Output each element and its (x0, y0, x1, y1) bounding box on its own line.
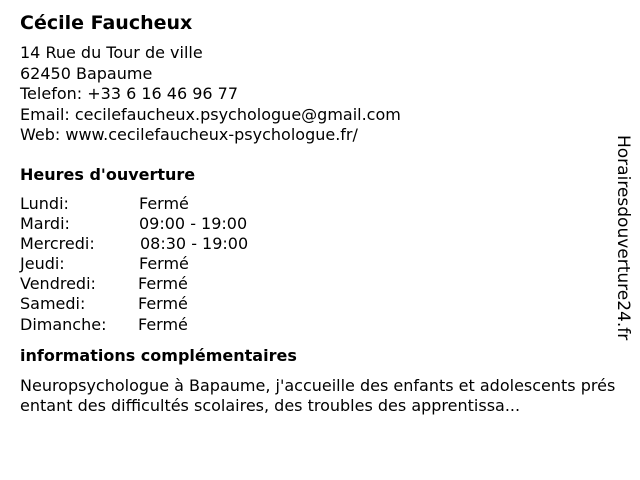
hours-row-sunday (20, 315, 620, 335)
website-address: Web: www.cecilefaucheux-psychologue.fr/ (20, 125, 358, 144)
hours-value: 08:30 - 19:00 (140, 233, 249, 253)
city-postcode: 62450 Bapaume (20, 63, 153, 83)
business-card (20, 10, 620, 417)
hours-row-wednesday (20, 234, 620, 254)
contact-block (20, 43, 620, 146)
hours-row-monday (20, 194, 620, 214)
day-label: Dimanche: (20, 314, 107, 334)
day-label: Jeudi: (20, 254, 65, 274)
opening-hours-heading: Heures d'ouverture (20, 164, 196, 184)
day-label: Mercredi: (20, 233, 95, 253)
site-watermark: Horairesdouverture24.fr (613, 135, 633, 341)
hours-value: Fermé (138, 274, 188, 294)
additional-info-text: Neuropsychologue à Bapaume, j'accueille des enfants et adolescents présentant des difficultés scolaires, des troubles des apprentissa... (20, 375, 616, 416)
additional-info-heading: informations complémentaires (20, 345, 297, 365)
day-label: Samedi: (20, 294, 86, 314)
hours-value: Fermé (138, 314, 188, 334)
hours-value: Fermé (138, 294, 188, 314)
hours-row-saturday (20, 294, 620, 314)
business-name: Cécile Faucheux (20, 12, 193, 34)
hours-value: Fermé (139, 254, 189, 274)
street-address: 14 Rue du Tour de ville (20, 43, 203, 62)
hours-value: 09:00 - 19:00 (139, 213, 248, 233)
day-label: Lundi: (20, 193, 69, 213)
hours-value: Fermé (139, 193, 189, 213)
hours-row-tuesday (20, 214, 620, 234)
day-label: Vendredi: (20, 274, 96, 294)
hours-row-friday (20, 274, 620, 294)
email-address: Email: cecilefaucheux.psychologue@gmail.com (20, 104, 401, 124)
day-label: Mardi: (20, 213, 70, 233)
hours-row-thursday (20, 254, 620, 274)
phone-number: Telefon: +33 6 16 46 96 77 (20, 84, 239, 103)
opening-hours-list (20, 194, 620, 335)
